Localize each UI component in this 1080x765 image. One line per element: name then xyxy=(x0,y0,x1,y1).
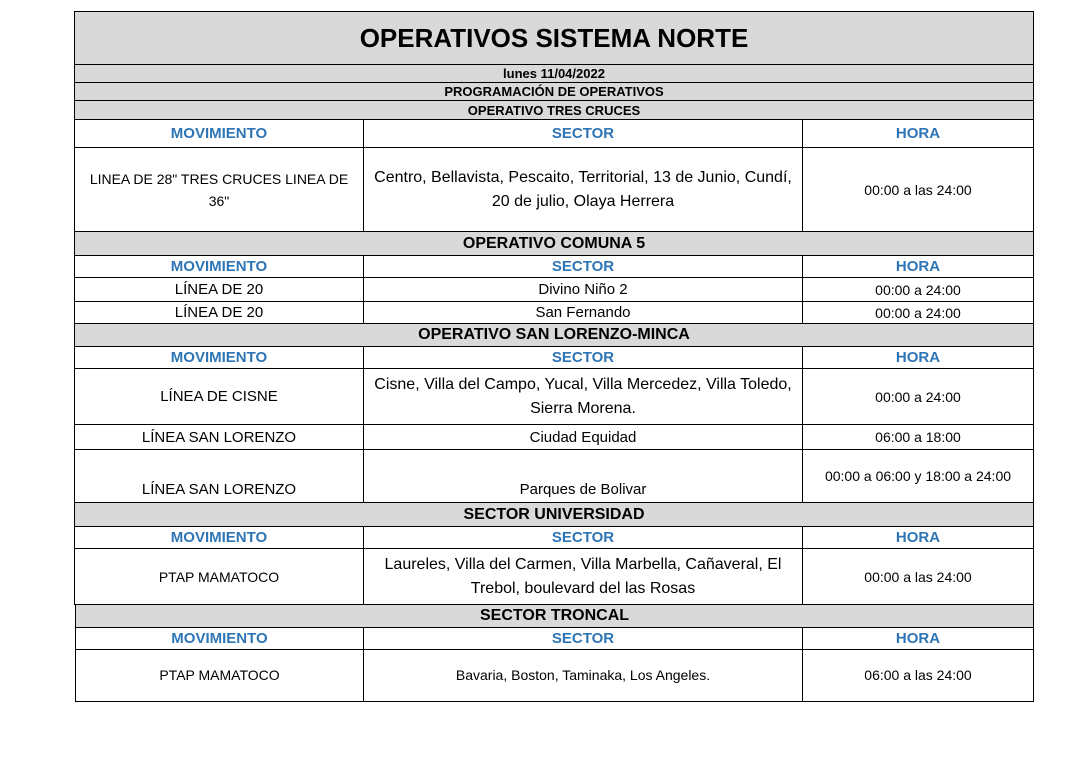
cell-hora: 00:00 a 24:00 xyxy=(803,369,1034,425)
cell-movimiento: PTAP MAMATOCO xyxy=(76,649,364,701)
section-title: OPERATIVO TRES CRUCES xyxy=(75,101,1034,120)
schedule-table xyxy=(74,11,1034,605)
section-title: OPERATIVO COMUNA 5 xyxy=(75,232,1034,256)
header-hora: HORA xyxy=(803,120,1034,148)
table-row xyxy=(75,369,1034,425)
header-hora: HORA xyxy=(803,256,1034,278)
header-sector: SECTOR xyxy=(364,347,803,369)
cell-movimiento: PTAP MAMATOCO xyxy=(75,549,364,605)
header-sector: SECTOR xyxy=(364,527,803,549)
cell-hora: 00:00 a 24:00 xyxy=(803,302,1034,324)
header-movimiento: MOVIMIENTO xyxy=(75,256,364,278)
cell-movimiento: LÍNEA DE 20 xyxy=(75,302,364,324)
cell-sector: Cisne, Villa del Campo, Yucal, Villa Mercedez, Villa Toledo, Sierra Morena. xyxy=(364,369,803,425)
header-movimiento: MOVIMIENTO xyxy=(76,627,364,649)
troncal-table xyxy=(75,605,1034,702)
cell-sector: Parques de Bolivar xyxy=(364,450,803,503)
section-title: SECTOR UNIVERSIDAD xyxy=(75,503,1034,527)
cell-sector: Ciudad Equidad xyxy=(364,425,803,450)
cell-hora: 06:00 a las 24:00 xyxy=(803,649,1034,701)
cell-hora: 00:00 a las 24:00 xyxy=(803,148,1034,232)
programming-label: PROGRAMACIÓN DE OPERATIVOS xyxy=(75,83,1034,101)
page-title: OPERATIVOS SISTEMA NORTE xyxy=(75,12,1034,65)
cell-hora: 06:00 a 18:00 xyxy=(803,425,1034,450)
cell-sector: Laureles, Villa del Carmen, Villa Marbella, Cañaveral, El Trebol, boulevard del las Rosas xyxy=(364,549,803,605)
date-label: lunes 11/04/2022 xyxy=(75,65,1034,83)
cell-movimiento: LÍNEA SAN LORENZO xyxy=(75,450,364,503)
cell-hora: 00:00 a 06:00 y 18:00 a 24:00 xyxy=(803,450,1034,503)
table-row xyxy=(76,649,1034,701)
table-row xyxy=(75,450,1034,503)
cell-movimiento: LINEA DE 28" TRES CRUCES LINEA DE 36" xyxy=(75,148,364,232)
header-hora: HORA xyxy=(803,527,1034,549)
cell-sector: Divino Niño 2 xyxy=(364,278,803,302)
table-row xyxy=(75,549,1034,605)
cell-hora: 00:00 a 24:00 xyxy=(803,278,1034,302)
table-row xyxy=(75,425,1034,450)
header-movimiento: MOVIMIENTO xyxy=(75,120,364,148)
cell-sector: San Fernando xyxy=(364,302,803,324)
cell-hora: 00:00 a las 24:00 xyxy=(803,549,1034,605)
schedule-sheet xyxy=(74,11,1033,702)
section-title: SECTOR TRONCAL xyxy=(76,605,1034,627)
header-movimiento: MOVIMIENTO xyxy=(75,347,364,369)
section-title: OPERATIVO SAN LORENZO-MINCA xyxy=(75,324,1034,347)
cell-sector: Centro, Bellavista, Pescaito, Territorial, 13 de Junio, Cundí, 20 de julio, Olaya Herrera xyxy=(364,148,803,232)
header-sector: SECTOR xyxy=(364,627,803,649)
table-row xyxy=(75,278,1034,302)
header-sector: SECTOR xyxy=(364,120,803,148)
table-row xyxy=(75,302,1034,324)
header-hora: HORA xyxy=(803,627,1034,649)
header-movimiento: MOVIMIENTO xyxy=(75,527,364,549)
cell-movimiento: LÍNEA DE 20 xyxy=(75,278,364,302)
header-sector: SECTOR xyxy=(364,256,803,278)
cell-movimiento: LÍNEA DE CISNE xyxy=(75,369,364,425)
cell-movimiento: LÍNEA SAN LORENZO xyxy=(75,425,364,450)
table-row xyxy=(75,148,1034,232)
header-hora: HORA xyxy=(803,347,1034,369)
cell-sector: Bavaria, Boston, Taminaka, Los Angeles. xyxy=(364,649,803,701)
